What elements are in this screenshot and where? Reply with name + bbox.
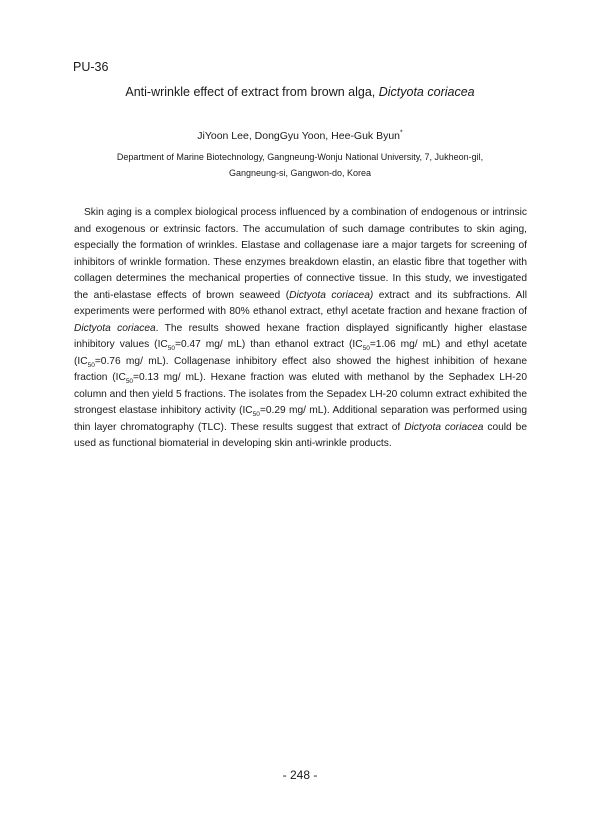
species-name: Dictyota coriacea — [404, 421, 484, 433]
ic50-subscript: 50 — [87, 361, 95, 369]
presentation-code: PU-36 — [73, 60, 109, 74]
abstract-text: =0.29 mg/ mL). Additional separation was performed using thin layer chromatography (TLC). These results suggest that extract of — [74, 405, 527, 433]
abstract-text: =0.47 mg/ mL) than ethanol extract (IC — [175, 339, 363, 350]
page-number: - 248 - — [282, 768, 318, 782]
abstract-text: =0.76 mg/ mL). Collagenase inhibitory effect also showed the highest inhibition of hexane fraction (IC — [74, 355, 527, 383]
author-names: JiYoon Lee, DongGyu Yoon, Hee-Guk Byun — [197, 130, 401, 142]
affiliation-line-1: Department of Marine Biotechnology, Gangneung-Wonju National University, 7, Jukheon-gil, — [116, 152, 484, 162]
abstract-text: could be used as functional biomaterial in developing skin anti-wrinkle products. — [74, 421, 527, 449]
ic50-subscript: 50 — [167, 345, 175, 353]
species-name: Dictyota coriacea — [74, 322, 156, 334]
abstract-text: Skin aging is a complex biological process influenced by a combination of endogenous or intrinsic and exogenous or extrinsic factors. The accumulation of such damage contributes to skin aging, especially the formation of wrinkles. Elastase and collagenase iare a major targets for screening of inhibitors of wrinkle formation. These enzymes breakdown elastin, an elastic fibre that together with collagen determines the mechanical properties of connective tissue. In this study, we investigated the anti-elastase effects of brown seaweed ( — [74, 207, 527, 301]
corresponding-author-mark: * — [400, 129, 403, 137]
abstract-text: extract and its subfractions. All experiments were performed with 80% ethanol extract, ethyl acetate fraction and hexane fraction of — [74, 289, 527, 317]
species-name: Dictyota coriacea) — [289, 289, 374, 301]
ic50-subscript: 50 — [125, 378, 134, 386]
abstract-text: . The results showed hexane fraction displayed significantly higher elastase inhibitory values (IC — [74, 322, 528, 350]
author-list — [0, 130, 600, 142]
abstract-text: =1.06 mg/ mL) and ethyl acetate (IC — [74, 339, 527, 367]
paper-title — [0, 85, 600, 99]
ic50-subscript: 50 — [362, 345, 370, 353]
affiliation — [100, 149, 500, 181]
title-text: Anti-wrinkle effect of extract from brown alga, — [125, 85, 376, 99]
ic50-subscript: 50 — [252, 411, 260, 419]
title-species-name: Dictyota coriacea — [378, 85, 475, 99]
abstract-body — [74, 205, 527, 453]
abstract-text: =0.13 mg/ mL). Hexane fraction was eluted with methanol by the Sephadex LH-20 column and then yield 5 fractions. The isolates from the Sepadex LH-20 column extract exhibited the strongest elastase inhibitory activity (IC — [74, 372, 527, 416]
affiliation-line-2: Gangneung-si, Gangwon-do, Korea — [228, 168, 372, 178]
